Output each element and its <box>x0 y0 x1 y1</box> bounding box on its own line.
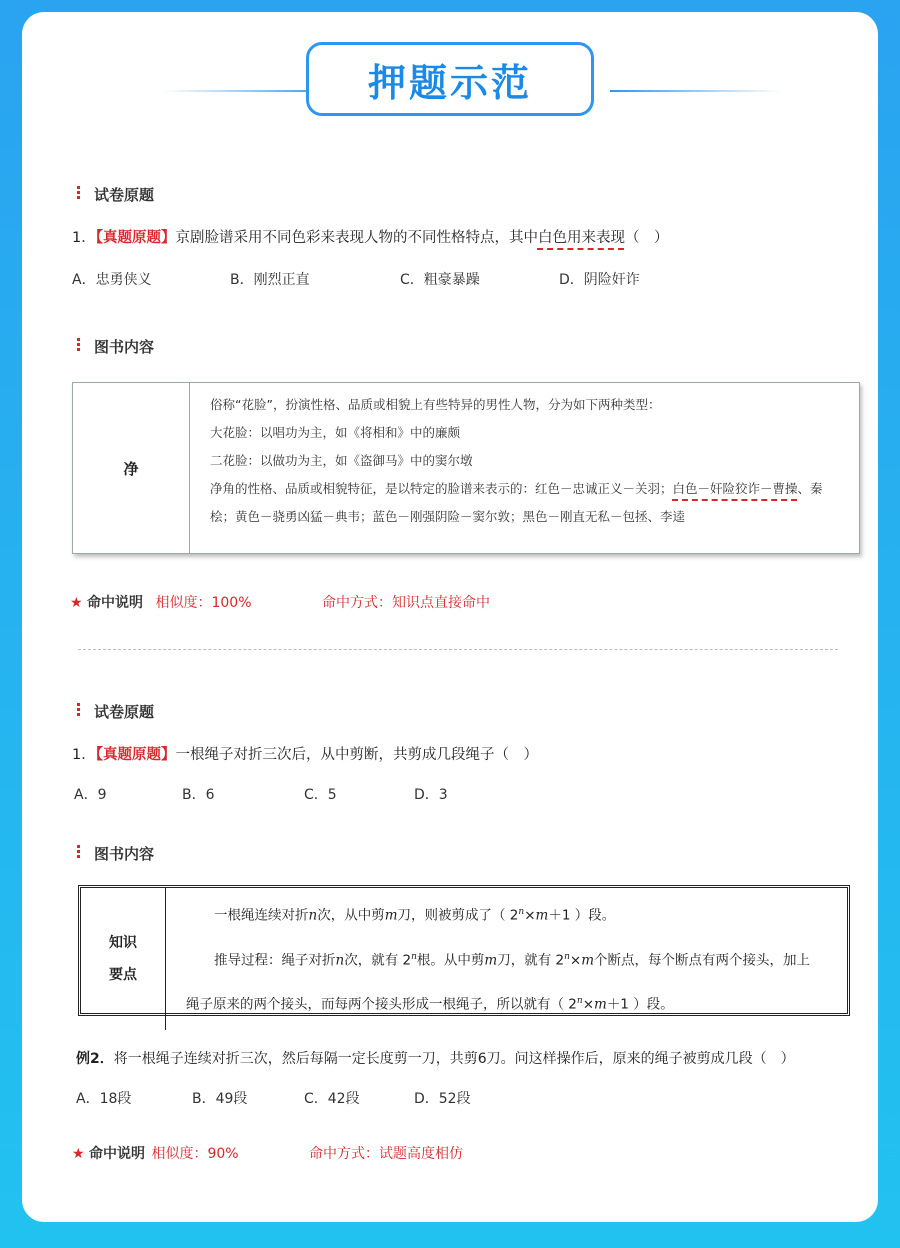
option-c: C．粗豪暴躁 <box>400 272 480 288</box>
exam-marker-icon <box>77 703 81 718</box>
example-option-b: B．49段 <box>192 1091 248 1107</box>
option-b: B．刚烈正直 <box>230 272 310 288</box>
exam-marker-icon <box>77 186 81 201</box>
hit-method: 命中方式：试题高度相仿 <box>309 1146 464 1162</box>
example-question: 例2．将一根绳子连续对折三次，然后每隔一定长度剪一刀，共剪6刀。问这样操作后，原来的绳子被剪成几段（ ） <box>76 1051 795 1067</box>
knowledge-points-label: 知识 要点 <box>81 888 166 1030</box>
book-highlight: 白色－奸险狡诈－曹操 <box>672 481 798 496</box>
book-marker-icon <box>77 845 81 860</box>
star-icon: ★ <box>70 595 83 611</box>
question-highlight: 白色用来表现 <box>537 230 625 246</box>
star-icon: ★ <box>72 1146 85 1162</box>
knowledge-text: 一根绳连续对折n次，从中剪m刀，则被剪成了（ $2^n\times m+1$ ）段。 推导过程：绳子对折n次，就有 2$^n$根。从中剪m刀，就有 $2^n\times m$个断点，每个断点有两个接头，加上 绳子原来的两个接头，而每两个接头形成一根绳子，所以就有（ $2^n\times m+1$ ）段。 <box>186 907 811 1013</box>
option-d: D．阴险奸诈 <box>559 272 640 288</box>
example-option-a: A．18段 <box>76 1091 132 1107</box>
option-a: A．忠勇侠义 <box>72 272 152 288</box>
book-content-label: 图书内容 <box>94 338 155 356</box>
option-a: A．9 <box>74 787 107 803</box>
similarity: 相似度：90% <box>151 1146 239 1162</box>
content-card <box>22 12 878 1222</box>
example-option-d: D．52段 <box>414 1091 471 1107</box>
book-content-box-1 <box>72 382 860 554</box>
book-category: 净 <box>73 383 190 553</box>
book-text: 俗称“花脸”，扮演性格、品质或相貌上有些特异的男性人物，分为如下两种类型： 大花脸：以唱功为主，如《将相和》中的廉颇 二花脸：以做功为主，如《盗御马》中的窦尔墩 净角的性格、品质或相貌特征，是以特定的脸谱来表示的：红色－忠诚正义－关羽；白色－奸险狡诈－曹操、秦 桧；黄色－骁勇凶猛－典韦；蓝色－刚强阴险－窦尔敦；黑色－刚直无私－包拯、李逵 <box>210 397 823 524</box>
exam-original-label: 试卷原题 <box>94 186 155 204</box>
example-option-c: C．42段 <box>304 1091 360 1107</box>
hit-explanation-1: ★ 命中说明 相似度：100% 命中方式：知识点直接命中 <box>70 595 490 611</box>
question-tag: 【真题原题】 <box>95 747 176 763</box>
question-2: 1．【真题原题】一根绳子对折三次后，从中剪断，共剪成几段绳子（ ） <box>72 747 538 763</box>
hit-method: 命中方式：知识点直接命中 <box>321 595 490 611</box>
option-b: B．6 <box>182 787 215 803</box>
page-title: 押题示范 <box>367 60 532 105</box>
question-tag: 【真题原题】 <box>95 230 176 246</box>
exam-original-label: 试卷原题 <box>94 703 155 721</box>
header-line-right <box>610 90 782 92</box>
book-marker-icon <box>77 338 81 353</box>
book-content-box-2 <box>78 885 850 1016</box>
option-c: C．5 <box>304 787 337 803</box>
header-title-box <box>306 42 594 116</box>
hit-explanation-2: ★ 命中说明 相似度：90% 命中方式：试题高度相仿 <box>72 1146 464 1162</box>
book-content-label: 图书内容 <box>94 845 155 863</box>
question-1: 1．【真题原题】京剧脸谱采用不同色彩来表现人物的不同性格特点，其中白色用来表现（ ） <box>72 230 669 246</box>
similarity: 相似度：100% <box>155 595 252 611</box>
section-divider <box>78 649 838 650</box>
option-d: D．3 <box>414 787 448 803</box>
